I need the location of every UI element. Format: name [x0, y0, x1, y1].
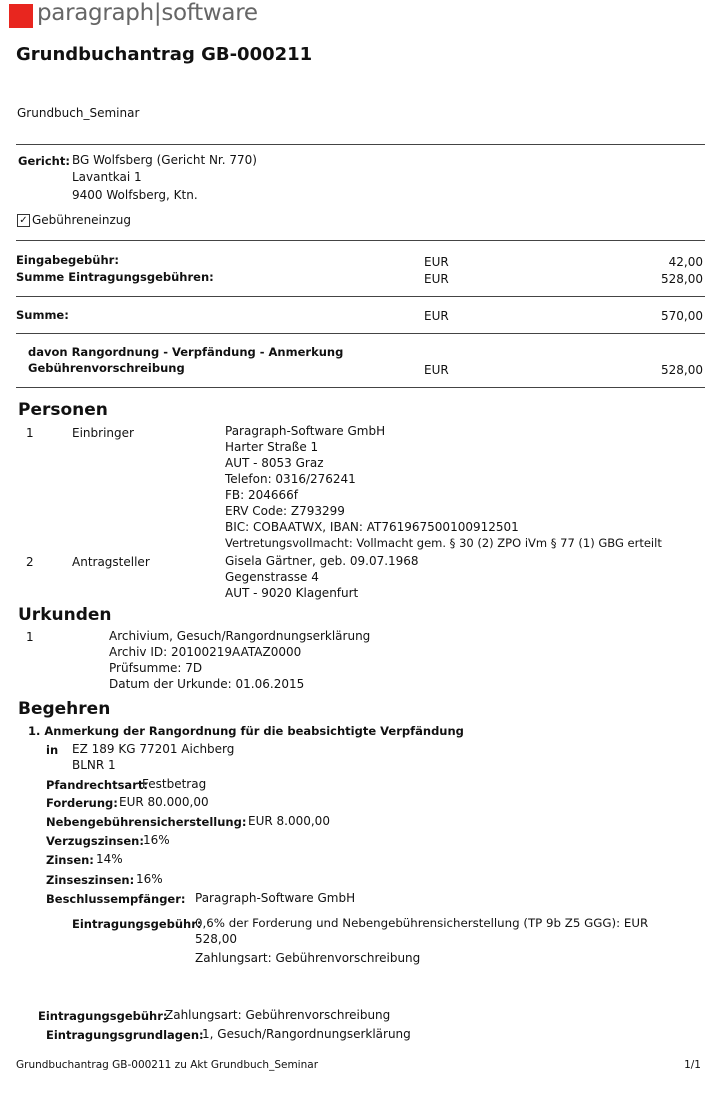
gebuehreneinzug-label: Gebühreneinzug — [32, 213, 132, 227]
eintragungsgrundlagen-value: 1, Gesuch/Rangordnungserklärung — [202, 1027, 411, 1041]
urkunde-nr: 1 — [26, 630, 34, 644]
zinseszinsen-label: Zinseszinsen: — [46, 873, 135, 887]
davon-currency: EUR — [424, 363, 449, 377]
eingabe-value: 42,00 — [668, 255, 703, 269]
gericht-line: BG Wolfsberg (Gericht Nr. 770) — [72, 153, 257, 167]
forderung-label: Forderung: — [46, 796, 118, 810]
eintragungsgebuehr-line: 0,6% der Forderung und Nebengebührensicherstellung (TP 9b Z5 GGG): EUR — [195, 916, 649, 930]
gebuehreneinzug-checkbox[interactable]: ✓ — [17, 214, 30, 227]
person-nr: 2 — [26, 555, 34, 569]
eintragungsgrundlagen-label: Eintragungsgrundlagen: — [46, 1028, 204, 1042]
davon-value: 528,00 — [661, 363, 703, 377]
summe-eintragung-value: 528,00 — [661, 272, 703, 286]
logo-text: paragraph|software — [37, 0, 258, 26]
person-line: BIC: COBAATWX, IBAN: AT761967500100912501 — [225, 520, 519, 534]
summary-eintragungsgebuehr-label: Eintragungsgebühr: — [38, 1009, 168, 1023]
zinsen-value: 14% — [96, 852, 123, 866]
person-line: Paragraph-Software GmbH — [225, 424, 386, 438]
beschlussempfaenger-value: Paragraph-Software GmbH — [195, 891, 356, 905]
urkunden-heading: Urkunden — [18, 605, 112, 625]
in-label: in — [46, 743, 59, 757]
urkunde-line: Datum der Urkunde: 01.06.2015 — [109, 677, 305, 691]
person-nr: 1 — [26, 426, 34, 440]
footer-text: Grundbuchantrag GB-000211 zu Akt Grundbuch_Seminar — [16, 1059, 319, 1071]
pfandrechtsart-label: Pfandrechtsart: — [46, 778, 148, 792]
in-line: EZ 189 KG 77201 Aichberg — [72, 742, 235, 756]
verzugszinsen-value: 16% — [143, 833, 170, 847]
person-line: Gegenstrasse 4 — [225, 570, 319, 584]
eingabe-currency: EUR — [424, 255, 449, 269]
eingabe-label: Eingabegebühr: — [16, 253, 119, 267]
person-role: Einbringer — [72, 426, 134, 440]
page-title: Grundbuchantrag GB-000211 — [16, 44, 313, 65]
forderung-value: EUR 80.000,00 — [119, 795, 209, 809]
person-line: ERV Code: Z793299 — [225, 504, 345, 518]
summe-label: Summe: — [16, 308, 69, 322]
summe-eintragung-label: Summe Eintragungsgebühren: — [16, 270, 214, 284]
gericht-line: Lavantkai 1 — [72, 170, 142, 184]
person-line: FB: 204666f — [225, 488, 299, 502]
page-number: 1/1 — [684, 1059, 701, 1071]
person-role: Antragsteller — [72, 555, 150, 569]
eintragungsgebuehr-label: Eintragungsgebühr: — [72, 917, 202, 931]
divider — [16, 240, 705, 241]
begehren-heading: Begehren — [18, 699, 111, 719]
summe-value: 570,00 — [661, 309, 703, 323]
eintragungsgebuehr-line: Zahlungsart: Gebührenvorschreibung — [195, 951, 421, 965]
person-line: Vertretungsvollmacht: Vollmacht gem. § 30 (2) ZPO iVm § 77 (1) GBG erteilt — [225, 536, 662, 550]
divider — [16, 296, 705, 297]
zinsen-label: Zinsen: — [46, 853, 94, 867]
nebengebuehren-label: Nebengebührensicherstellung: — [46, 815, 247, 829]
urkunde-line: Archivium, Gesuch/Rangordnungserklärung — [109, 629, 371, 643]
divider — [16, 144, 705, 145]
beschlussempfaenger-label: Beschlussempfänger: — [46, 892, 186, 906]
divider — [16, 333, 705, 334]
summary-eintragungsgebuehr-value: Zahlungsart: Gebührenvorschreibung — [165, 1008, 391, 1022]
urkunde-line: Prüfsumme: 7D — [109, 661, 203, 675]
person-line: Gisela Gärtner, geb. 09.07.1968 — [225, 554, 419, 568]
summe-eintragung-currency: EUR — [424, 272, 449, 286]
akt-name: Grundbuch_Seminar — [17, 106, 140, 120]
davon-label-2: Gebührenvorschreibung — [28, 361, 185, 375]
gericht-line: 9400 Wolfsberg, Ktn. — [72, 188, 198, 202]
urkunde-line: Archiv ID: 20100219AATAZ0000 — [109, 645, 302, 659]
person-line: AUT - 8053 Graz — [225, 456, 324, 470]
personen-heading: Personen — [18, 400, 108, 420]
person-line: Telefon: 0316/276241 — [225, 472, 356, 486]
pfandrechtsart-value: Festbetrag — [142, 777, 207, 791]
nebengebuehren-value: EUR 8.000,00 — [248, 814, 330, 828]
begehren-item-title: 1. Anmerkung der Rangordnung für die beabsichtigte Verpfändung — [28, 724, 464, 738]
eintragungsgebuehr-line: 528,00 — [195, 932, 237, 946]
gericht-label: Gericht: — [18, 154, 70, 168]
logo-mark — [9, 4, 33, 28]
divider — [16, 387, 705, 388]
in-line: BLNR 1 — [72, 758, 116, 772]
verzugszinsen-label: Verzugszinsen: — [46, 834, 144, 848]
summe-currency: EUR — [424, 309, 449, 323]
person-line: AUT - 9020 Klagenfurt — [225, 586, 359, 600]
person-line: Harter Straße 1 — [225, 440, 319, 454]
davon-label: davon Rangordnung - Verpfändung - Anmerkung — [28, 345, 344, 359]
zinseszinsen-value: 16% — [136, 872, 163, 886]
